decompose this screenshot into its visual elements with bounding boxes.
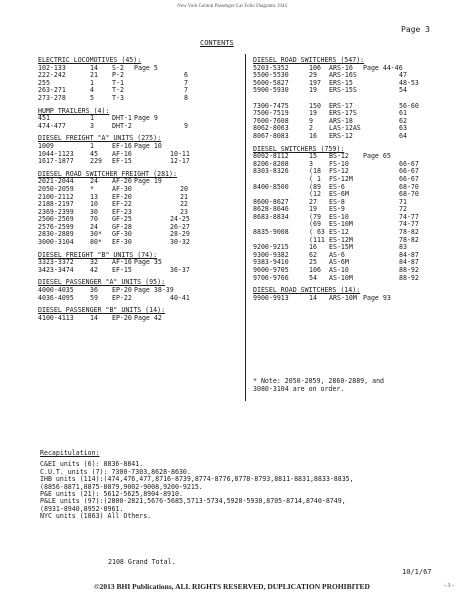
table-cell: 2369-2399 bbox=[38, 207, 74, 216]
table-cell bbox=[363, 125, 399, 133]
table-cell: 1009 bbox=[38, 141, 54, 150]
table-cell: 7 bbox=[184, 86, 188, 95]
column-divider bbox=[245, 54, 246, 401]
table-cell: 1 bbox=[90, 114, 94, 123]
table-cell: 1617-1877 bbox=[38, 157, 74, 166]
table-cell: DHT-2 bbox=[112, 121, 132, 130]
table-row bbox=[253, 133, 425, 141]
table-cell bbox=[363, 72, 399, 80]
table-cell: 8600-8627 bbox=[253, 197, 289, 206]
table-cell: ( 1 bbox=[309, 174, 321, 183]
table-cell: EF-22 bbox=[112, 200, 132, 209]
table-cell: 16 bbox=[309, 243, 317, 252]
table-cell: ES-6 bbox=[329, 182, 345, 191]
table-cell: ERS-12 bbox=[329, 131, 353, 140]
contents-title: CONTENTS bbox=[200, 39, 234, 47]
table-row bbox=[38, 315, 188, 323]
table-cell bbox=[363, 184, 399, 192]
table-cell: 19 bbox=[309, 205, 317, 214]
table-cell: DHT-1 bbox=[112, 114, 132, 123]
table-cell: 14 bbox=[90, 63, 98, 72]
table-cell bbox=[363, 214, 399, 222]
table-cell: 68-70 bbox=[399, 182, 419, 191]
table-cell: 19 bbox=[309, 86, 317, 95]
table-cell: 19 bbox=[309, 109, 317, 118]
table-cell: 150 bbox=[309, 101, 321, 110]
table-cell: 36 bbox=[90, 286, 98, 295]
table-cell: EP-20 bbox=[112, 286, 132, 295]
table-cell: 4 bbox=[90, 86, 94, 95]
table-cell: 61 bbox=[399, 109, 407, 118]
table-cell: T-2 bbox=[112, 86, 124, 95]
table-cell: (111 bbox=[309, 235, 325, 244]
table-cell: 7300-7475 bbox=[253, 101, 289, 110]
table-row bbox=[38, 158, 188, 166]
recapitulation bbox=[40, 450, 440, 521]
table-cell: 5500-5530 bbox=[253, 71, 289, 80]
table-cell: 9600-9705 bbox=[253, 266, 289, 275]
table-cell: 2830-2889 bbox=[38, 230, 74, 239]
table-cell: 2 bbox=[309, 124, 313, 133]
table-cell: 9200-9215 bbox=[253, 243, 289, 252]
table-cell: 56-60 bbox=[399, 101, 419, 110]
recap-lines bbox=[40, 461, 440, 520]
table-cell: 36-37 bbox=[170, 265, 190, 274]
table-cell: 21 bbox=[90, 71, 98, 80]
recap-line: NYC units (1863) All Others. bbox=[40, 512, 152, 521]
table-cell bbox=[363, 161, 399, 169]
table-cell bbox=[363, 199, 399, 207]
table-row bbox=[38, 267, 188, 275]
section-title: DIESEL SWITCHERS (759): bbox=[253, 144, 345, 153]
left-column bbox=[38, 57, 188, 322]
table-cell: 59 bbox=[90, 293, 98, 302]
table-cell: 255 bbox=[38, 78, 50, 87]
table-cell: 9 bbox=[309, 116, 313, 125]
table-cell: 29 bbox=[309, 71, 317, 80]
table-cell: 24 bbox=[90, 222, 98, 231]
table-cell bbox=[363, 110, 399, 118]
section-title: DIESEL ROAD SWITCHERS (14): bbox=[253, 286, 361, 295]
table-cell: Page 10 bbox=[134, 141, 162, 150]
table-cell: 8628-8646 bbox=[253, 205, 289, 214]
table-cell: Page 35 bbox=[134, 258, 162, 267]
table-cell bbox=[134, 72, 170, 80]
recap-line: IHB units (114):(474,476,477,8716-8739,8774-8776,8778-8793,8811-8831,8833-8835, bbox=[40, 475, 354, 484]
table-cell bbox=[134, 95, 170, 103]
recap-line: P&LE units (97):(2800-2821,5676-5685,5713-5734,5928-5930,8705-8714,8740-8749, bbox=[40, 497, 346, 506]
table-cell bbox=[363, 259, 399, 267]
table-row bbox=[38, 95, 188, 103]
table-cell: EF-16 bbox=[112, 141, 132, 150]
table-cell bbox=[134, 201, 170, 209]
table-cell: 9383-9410 bbox=[253, 258, 289, 267]
table-cell: 106 bbox=[309, 266, 321, 275]
section-title: DIESEL FREIGHT "A" UNITS (275): bbox=[38, 134, 162, 143]
table-cell: Page 44-46 bbox=[363, 63, 403, 72]
section-title: DIESEL ROAD SWITCHER FREIGHT (281): bbox=[38, 169, 177, 178]
table-cell: 12-17 bbox=[170, 157, 190, 166]
table-row bbox=[38, 295, 188, 303]
note-line: * Note: 2050-2059, 2860-2889, and bbox=[253, 377, 385, 385]
table-cell: 229 bbox=[90, 157, 102, 166]
recap-line: P&E units (21): 5612-5625,8904-8910. bbox=[40, 490, 183, 499]
table-cell: ERS-15 bbox=[329, 78, 353, 87]
table-cell: FS-12M bbox=[329, 174, 353, 183]
table-cell: 62 bbox=[399, 116, 407, 125]
table-cell: GF-25 bbox=[112, 215, 132, 224]
table-cell: EF-23 bbox=[112, 207, 132, 216]
table-cell: S-2 bbox=[112, 63, 124, 72]
table-cell bbox=[134, 87, 170, 95]
table-cell: 25 bbox=[309, 258, 317, 267]
table-cell: 8683-8834 bbox=[253, 212, 289, 221]
table-cell: 30-32 bbox=[170, 238, 190, 247]
footer-page-number: - 3 - bbox=[444, 583, 454, 589]
table-cell: ARS-10M bbox=[329, 293, 357, 302]
table-cell: ARS-18 bbox=[329, 116, 353, 125]
table-cell: 8303-8326 bbox=[253, 167, 289, 176]
table-cell: 66-67 bbox=[399, 159, 419, 168]
table-cell: AF-16 bbox=[112, 258, 132, 267]
table-cell bbox=[134, 267, 170, 275]
table-cell: 1 bbox=[90, 141, 94, 150]
table-cell: AS-10 bbox=[329, 266, 349, 275]
table-cell: 72 bbox=[399, 205, 407, 214]
table-cell: P-2 bbox=[112, 71, 124, 80]
table-cell bbox=[363, 176, 399, 184]
table-cell: 8400-8500 bbox=[253, 182, 289, 191]
table-cell: 3000-3104 bbox=[38, 238, 74, 247]
grand-total: 2108 Grand Total. bbox=[108, 558, 176, 566]
table-cell: 47 bbox=[399, 71, 407, 80]
table-cell: FS-10 bbox=[329, 159, 349, 168]
recap-line: C&EI units (6): 8836-8841. bbox=[40, 460, 144, 469]
table-cell: EF-15 bbox=[112, 265, 132, 274]
table-cell: 3 bbox=[90, 121, 94, 130]
table-cell: 1 bbox=[90, 78, 94, 87]
table-cell: ES-10M bbox=[329, 220, 353, 229]
table-cell: 70 bbox=[90, 215, 98, 224]
table-cell: 7500-7519 bbox=[253, 109, 289, 118]
table-cell: 68-70 bbox=[399, 190, 419, 199]
table-cell: Page 9 bbox=[134, 114, 158, 123]
table-cell: Page 65 bbox=[363, 152, 391, 161]
table-cell: 4036-4095 bbox=[38, 293, 74, 302]
table-cell: GF-28 bbox=[112, 222, 132, 231]
table-cell: 80* bbox=[90, 238, 102, 247]
table-cell bbox=[363, 80, 399, 88]
table-cell: ARS-16S bbox=[329, 71, 357, 80]
table-cell: 23 bbox=[180, 207, 188, 216]
table-cell bbox=[134, 80, 170, 88]
section-title: DIESEL FREIGHT "B" UNITS (74): bbox=[38, 250, 158, 259]
table-cell: 7600-7608 bbox=[253, 116, 289, 125]
table-cell: 2021-2044 bbox=[38, 177, 74, 186]
table-cell bbox=[363, 267, 399, 275]
table-cell: 64 bbox=[399, 131, 407, 140]
table-cell: 10-11 bbox=[170, 149, 190, 158]
table-cell: 6 bbox=[184, 71, 188, 80]
recap-line: (8931-8940,8952-8961. bbox=[40, 504, 124, 513]
table-cell bbox=[363, 229, 399, 237]
table-cell: 66-67 bbox=[399, 167, 419, 176]
table-cell: (79 bbox=[309, 212, 321, 221]
table-cell: 14 bbox=[90, 313, 98, 322]
table-cell bbox=[399, 295, 425, 303]
table-cell: 22 bbox=[180, 200, 188, 209]
table-cell: EF-30 bbox=[112, 238, 132, 247]
table-cell: T-3 bbox=[112, 93, 124, 102]
table-cell bbox=[363, 168, 399, 176]
table-cell: (18 bbox=[309, 167, 321, 176]
table-cell: 2050-2059 bbox=[38, 184, 74, 193]
table-cell bbox=[134, 123, 170, 131]
copyright-footer: ©2013 BHI Publications, ALL RIGHTS RESERVED, DUPLICATION PROHIBITED bbox=[94, 582, 370, 591]
table-cell: 24-25 bbox=[170, 215, 190, 224]
table-cell: 74-77 bbox=[399, 220, 419, 229]
table-cell: 4000-4035 bbox=[38, 286, 74, 295]
table-cell: 3323-3372 bbox=[38, 258, 74, 267]
table-cell bbox=[134, 194, 170, 202]
table-cell: LAS-12AS bbox=[329, 124, 361, 133]
recap-title: Recapitulation: bbox=[40, 449, 100, 457]
table-cell bbox=[363, 118, 399, 126]
table-cell: 26-27 bbox=[170, 222, 190, 231]
table-cell: Page 42 bbox=[134, 313, 162, 322]
table-cell: 2500-2569 bbox=[38, 215, 74, 224]
table-cell: Page 38-39 bbox=[134, 286, 174, 295]
table-row bbox=[38, 123, 188, 131]
table-cell bbox=[363, 95, 399, 103]
table-cell: 5600-5827 bbox=[253, 78, 289, 87]
right-column bbox=[253, 57, 425, 302]
table-row bbox=[38, 239, 188, 247]
table-cell: 474-477 bbox=[38, 121, 66, 130]
table-cell: FS-12 bbox=[329, 167, 349, 176]
table-cell: ERS-17 bbox=[329, 101, 353, 110]
table-cell: 62 bbox=[309, 250, 317, 259]
table-cell: 197 bbox=[309, 78, 321, 87]
table-cell: 84-87 bbox=[399, 250, 419, 259]
table-cell: AS-6 bbox=[329, 250, 345, 259]
table-cell: Page 19 bbox=[134, 177, 162, 186]
table-cell: 10 bbox=[90, 200, 98, 209]
table-cell: EF-20 bbox=[112, 192, 132, 201]
table-cell: 15 bbox=[309, 152, 317, 161]
section-title: DIESEL PASSENGER "A" UNITS (95): bbox=[38, 278, 166, 287]
table-cell: 28-29 bbox=[170, 230, 190, 239]
table-cell: 66-67 bbox=[399, 174, 419, 183]
table-cell: 8092-8112 bbox=[253, 152, 289, 161]
section-title: DIESEL PASSENGER "B" UNITS (14): bbox=[38, 306, 166, 315]
table-cell: T-1 bbox=[112, 78, 124, 87]
table-cell: 9 bbox=[184, 121, 188, 130]
table-cell: 88-92 bbox=[399, 266, 419, 275]
table-cell: 8 bbox=[184, 93, 188, 102]
table-cell: ES-10 bbox=[329, 212, 349, 221]
table-cell: 2576-2599 bbox=[38, 222, 74, 231]
table-cell: 5203-5352 bbox=[253, 63, 289, 72]
table-row bbox=[253, 295, 425, 303]
table-cell: EP-22 bbox=[112, 293, 132, 302]
table-cell: 5900-5930 bbox=[253, 86, 289, 95]
table-cell: AF-30 bbox=[112, 184, 132, 193]
table-cell bbox=[363, 221, 399, 229]
table-cell: 9300-9382 bbox=[253, 250, 289, 259]
table-cell: EP-20 bbox=[112, 313, 132, 322]
table-cell: 54 bbox=[309, 273, 317, 282]
table-cell: 2100-2112 bbox=[38, 192, 74, 201]
table-cell: 78-82 bbox=[399, 228, 419, 237]
table-cell: 40-41 bbox=[170, 293, 190, 302]
table-cell: ES-9 bbox=[329, 205, 345, 214]
table-cell bbox=[363, 275, 399, 283]
table-cell: 3 bbox=[309, 159, 313, 168]
table-cell: ES-15M bbox=[329, 243, 353, 252]
table-cell: 9900-9913 bbox=[253, 293, 289, 302]
table-cell bbox=[134, 239, 170, 247]
table-cell: 78-82 bbox=[399, 235, 419, 244]
table-cell bbox=[363, 191, 399, 199]
table-cell: 8067-8083 bbox=[253, 131, 289, 140]
table-cell: 30 bbox=[90, 207, 98, 216]
table-cell bbox=[134, 295, 170, 303]
table-cell: 1044-1123 bbox=[38, 149, 74, 158]
table-cell bbox=[363, 237, 399, 245]
table-cell bbox=[134, 209, 170, 217]
table-cell: (69 bbox=[309, 220, 321, 229]
table-cell: 13 bbox=[90, 192, 98, 201]
table-cell: 63 bbox=[399, 124, 407, 133]
table-cell: 8835-9008 bbox=[253, 228, 289, 237]
table-cell: 263-271 bbox=[38, 86, 66, 95]
table-cell: 54 bbox=[399, 86, 407, 95]
table-cell bbox=[363, 87, 399, 95]
table-cell: Page 93 bbox=[363, 293, 391, 302]
table-cell: 16 bbox=[309, 131, 317, 140]
table-cell: 9706-9766 bbox=[253, 273, 289, 282]
table-cell: 83 bbox=[399, 243, 407, 252]
table-cell: AF-20 bbox=[112, 177, 132, 186]
table-row bbox=[253, 87, 425, 95]
table-cell: 27 bbox=[309, 197, 317, 206]
table-cell bbox=[134, 186, 170, 194]
table-cell bbox=[134, 158, 170, 166]
running-header: New York Central Passenger Car Folio Diagrams 1944 bbox=[177, 4, 287, 9]
table-cell: 102-133 bbox=[38, 63, 66, 72]
table-cell: 4100-4113 bbox=[38, 313, 74, 322]
table-cell: 21 bbox=[180, 192, 188, 201]
table-cell: 5 bbox=[90, 93, 94, 102]
table-cell bbox=[363, 252, 399, 260]
table-cell: ( 63 bbox=[309, 228, 325, 237]
table-cell: 2188-2197 bbox=[38, 200, 74, 209]
table-cell bbox=[134, 216, 170, 224]
on-order-note bbox=[253, 378, 384, 393]
table-cell: 42 bbox=[90, 265, 98, 274]
table-cell: 7 bbox=[184, 78, 188, 87]
table-cell: 32 bbox=[90, 258, 98, 267]
table-cell: 8206-8208 bbox=[253, 159, 289, 168]
table-cell: 273-278 bbox=[38, 93, 66, 102]
table-cell: ES-6M bbox=[329, 190, 349, 199]
table-cell: 84-87 bbox=[399, 258, 419, 267]
table-cell: 71 bbox=[399, 197, 407, 206]
table-cell: 106 bbox=[309, 63, 321, 72]
page-number: Page 3 bbox=[401, 25, 430, 34]
table-cell bbox=[134, 224, 170, 232]
table-cell: AS-10M bbox=[329, 273, 353, 282]
table-cell bbox=[134, 151, 170, 159]
table-cell: Page 5 bbox=[134, 63, 158, 72]
table-cell: 8062-8063 bbox=[253, 124, 289, 133]
table-cell: ES-12M bbox=[329, 235, 353, 244]
table-cell: 451 bbox=[38, 114, 50, 123]
table-cell: EF-15 bbox=[112, 157, 132, 166]
document-date: 10/1/67 bbox=[402, 568, 432, 576]
table-cell: (12 bbox=[309, 190, 321, 199]
table-cell: ES-8 bbox=[329, 197, 345, 206]
table-cell: ERS-15S bbox=[329, 86, 357, 95]
table-cell bbox=[170, 315, 188, 323]
table-row bbox=[253, 275, 425, 283]
section-title: ELECTRIC LOCOMOTIVES (45): bbox=[38, 56, 142, 64]
table-cell bbox=[363, 133, 399, 141]
section-title: DIESEL ROAD SWITCHERS (547): bbox=[253, 56, 365, 64]
recap-line: C.U.T. units (7): 7300-7303,8628-8630. bbox=[40, 467, 191, 476]
table-cell: 48-53 bbox=[399, 78, 419, 87]
recap-line: (8856-8871,8875-8879,9002-9008,9200-9215. bbox=[40, 482, 203, 491]
table-cell: 20 bbox=[180, 184, 188, 193]
table-cell: 88-92 bbox=[399, 273, 419, 282]
table-cell bbox=[363, 244, 399, 252]
table-cell bbox=[363, 206, 399, 214]
table-cell: 74-77 bbox=[399, 212, 419, 221]
table-cell: ES-12 bbox=[329, 228, 349, 237]
table-cell bbox=[134, 231, 170, 239]
table-cell: * bbox=[90, 184, 94, 193]
section-title: HUMP TRAILERS (4): bbox=[38, 106, 110, 115]
table-cell: ARS-16 bbox=[329, 63, 353, 72]
table-cell: ERS-17S bbox=[329, 109, 357, 118]
table-cell: 45 bbox=[90, 149, 98, 158]
table-cell: 222-242 bbox=[38, 71, 66, 80]
table-cell: 30* bbox=[90, 230, 102, 239]
table-cell: BS-12 bbox=[329, 152, 349, 161]
table-cell: 24 bbox=[90, 177, 98, 186]
table-cell: (89 bbox=[309, 182, 321, 191]
table-cell: 3423-3474 bbox=[38, 265, 74, 274]
table-cell: AS-6M bbox=[329, 258, 349, 267]
table-cell: GF-30 bbox=[112, 230, 132, 239]
table-cell: AF-16 bbox=[112, 149, 132, 158]
table-cell: 14 bbox=[309, 293, 317, 302]
note-line: 3080-3104 are on order. bbox=[253, 384, 345, 393]
table-cell bbox=[363, 103, 399, 111]
